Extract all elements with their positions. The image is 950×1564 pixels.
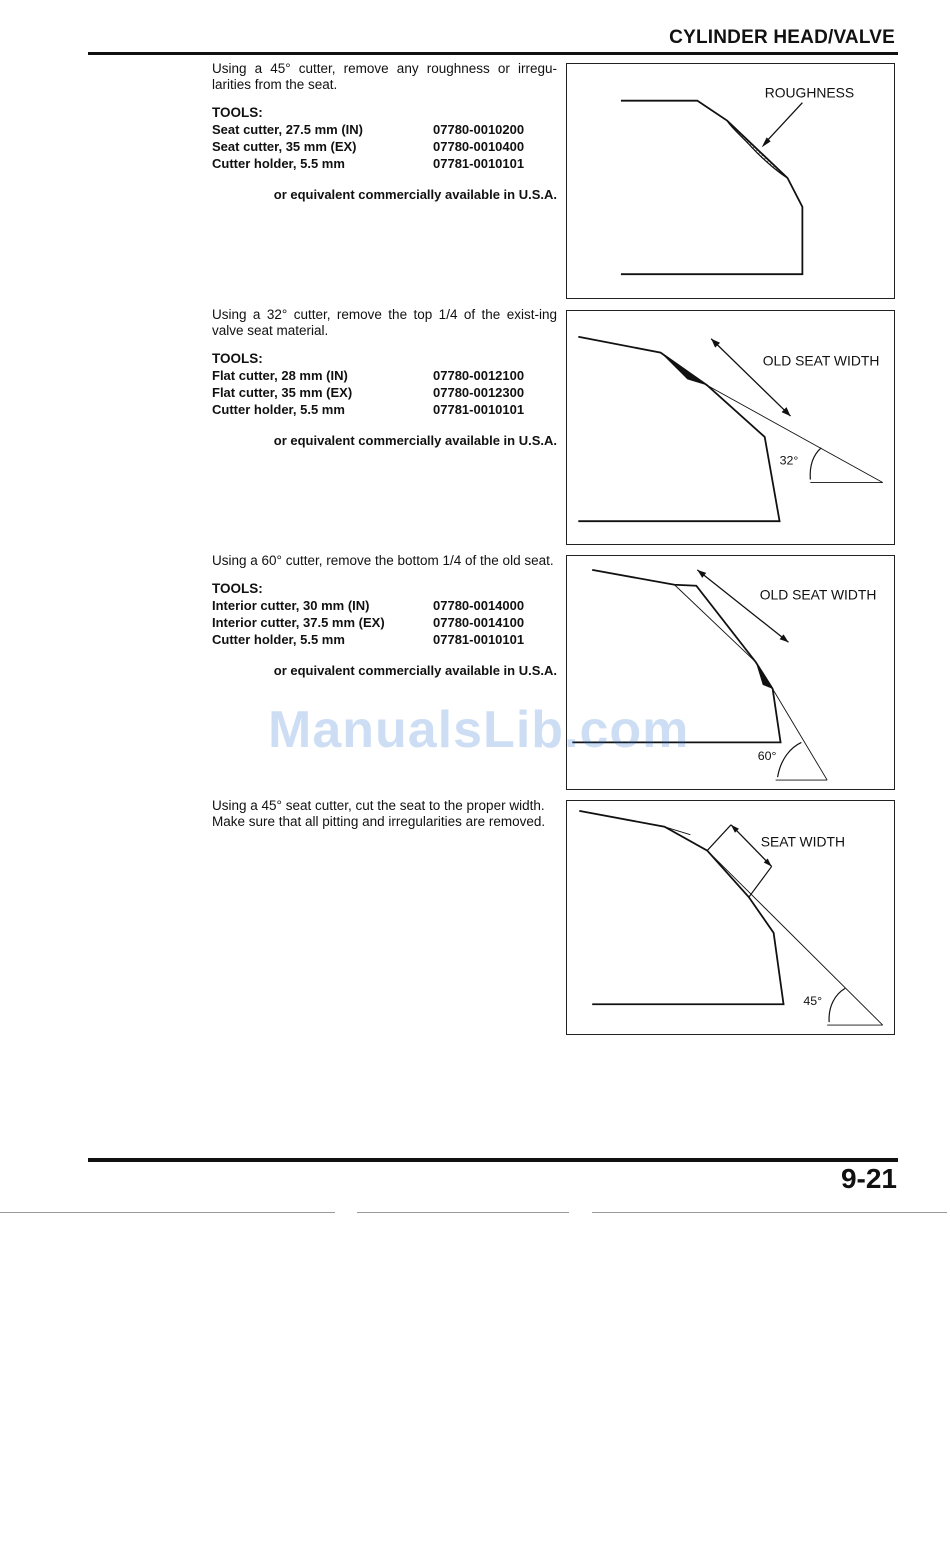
old-seat-width-label: OLD SEAT WIDTH [762, 352, 880, 369]
seat-width-label: SEAT WIDTH [760, 833, 846, 850]
figure-32-cut [566, 310, 895, 545]
cutter-line [707, 851, 882, 1026]
tool-name: Seat cutter, 27.5 mm (IN) [212, 122, 363, 137]
tools-table [212, 597, 557, 648]
tool-name: Flat cutter, 35 mm (EX) [212, 385, 353, 400]
page-header-title: CYLINDER HEAD/VALVE [669, 27, 895, 48]
tool-part-number: 07780-0012100 [433, 368, 525, 383]
seat-width-dimension [697, 570, 788, 642]
roughness-leader [765, 103, 803, 144]
valve-seat-profile [621, 101, 802, 275]
angle-arc [778, 742, 802, 777]
tool-name: Cutter holder, 5.5 mm [212, 156, 345, 171]
watermark: ManualsLib.com [268, 701, 690, 759]
step-text: Using a 32° cutter, remove the top 1/4 of the exist-ing valve seat material. [212, 307, 557, 338]
angle-arc [810, 448, 821, 480]
angle-label: 32° [779, 453, 799, 468]
extension-line [749, 866, 772, 897]
step-text: Using a 45° cutter, remove any roughness or irregu-larities from the seat. [212, 61, 557, 92]
old-seat-line [674, 585, 755, 662]
tool-part-number: 07780-0014000 [433, 598, 525, 613]
tool-row [212, 138, 557, 155]
old-seat-width-label: OLD SEAT WIDTH [759, 586, 877, 603]
tool-name: Interior cutter, 37.5 mm (EX) [212, 615, 385, 630]
tool-row [212, 597, 557, 614]
tool-row [212, 401, 557, 418]
tool-row [212, 384, 557, 401]
tool-name: Cutter holder, 5.5 mm [212, 402, 345, 417]
tool-row [212, 631, 557, 648]
footer-rule [88, 1158, 898, 1162]
tool-row [212, 367, 557, 384]
seat-width-dimension [711, 339, 790, 416]
angle-arc [829, 988, 845, 1022]
header-rule [88, 52, 898, 55]
tools-heading: TOOLS: [212, 581, 263, 596]
roughness-label: ROUGHNESS [764, 84, 855, 101]
tool-name: Cutter holder, 5.5 mm [212, 632, 345, 647]
tool-part-number: 07780-0010200 [433, 122, 525, 137]
step-text-note: Make sure that all pitting and irregularities are removed. [212, 814, 546, 829]
scan-edge-line [357, 1212, 569, 1213]
cutter-line [707, 385, 882, 482]
seat-width-diagram [567, 801, 894, 1034]
tool-part-number: 07780-0010400 [433, 139, 525, 154]
tool-name: Flat cutter, 28 mm (IN) [212, 368, 348, 383]
page-number: 9-21 [840, 1163, 897, 1194]
tools-heading: TOOLS: [212, 105, 263, 120]
tool-row [212, 614, 557, 631]
valve-seat-profile [579, 811, 783, 1004]
tool-name: Seat cutter, 35 mm (EX) [212, 139, 357, 154]
step-60-bottom [212, 553, 557, 679]
angle-label: 45° [803, 994, 823, 1009]
angle-label: 60° [757, 749, 777, 764]
step-text: Using a 60° cutter, remove the bottom 1/4 of the old seat. [212, 553, 554, 568]
tools-heading: TOOLS: [212, 351, 263, 366]
valve-seat-profile [578, 337, 779, 521]
tool-row [212, 121, 557, 138]
step-45-final [212, 798, 557, 830]
extension-line [707, 825, 731, 851]
32-degree-diagram [567, 311, 894, 544]
tool-part-number: 07781-0010101 [433, 402, 525, 417]
equivalent-note: or equivalent commercially available in U.S.A. [273, 187, 557, 202]
scan-edge-line [592, 1212, 947, 1213]
step-32-top [212, 307, 557, 449]
roughness-diagram [567, 64, 894, 298]
scan-edge-line [0, 1212, 335, 1213]
tool-part-number: 07780-0012300 [433, 385, 525, 400]
equivalent-note: or equivalent commercially available in U.S.A. [273, 433, 557, 448]
tool-name: Interior cutter, 30 mm (IN) [212, 598, 370, 613]
step-45-roughness [212, 61, 557, 203]
step-text: Using a 45° seat cutter, cut the seat to the proper width. [212, 798, 545, 813]
figure-seat-width [566, 800, 895, 1035]
tools-table [212, 367, 557, 418]
tool-part-number: 07781-0010101 [433, 156, 525, 171]
tools-table [212, 121, 557, 172]
tool-part-number: 07781-0010101 [433, 632, 525, 647]
figure-roughness [566, 63, 895, 299]
tool-row [212, 155, 557, 172]
old-seat-line [749, 897, 774, 933]
tool-part-number: 07780-0014100 [433, 615, 525, 630]
equivalent-note: or equivalent commercially available in U.S.A. [273, 663, 557, 678]
